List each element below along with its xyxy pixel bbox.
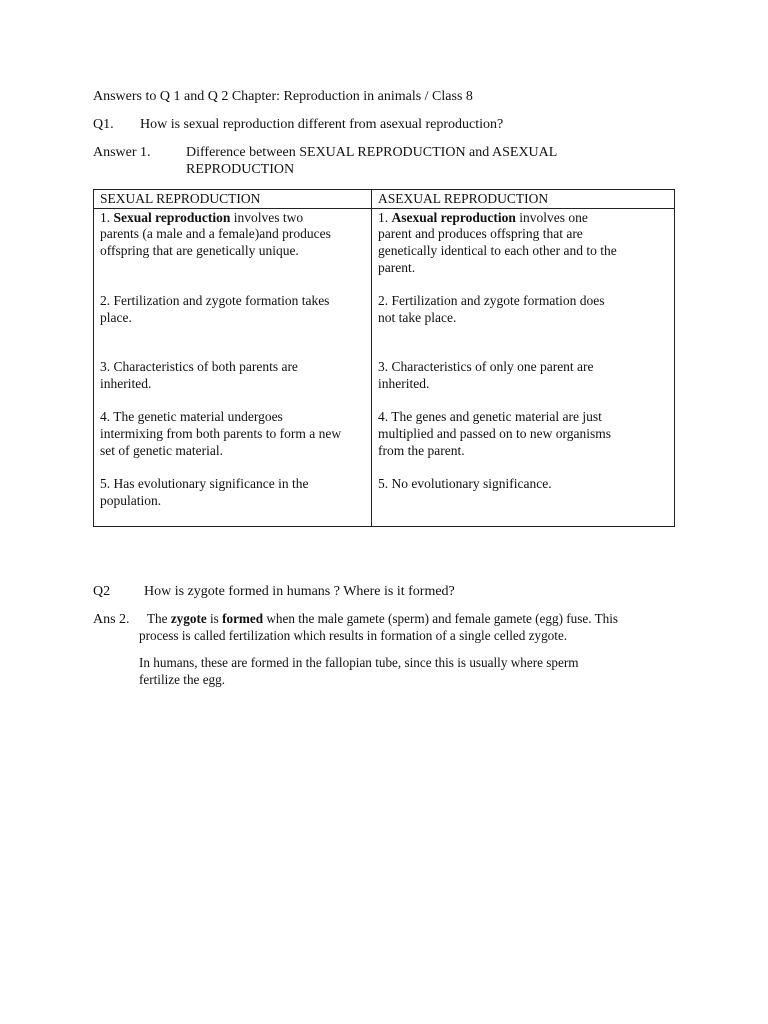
header-sexual: SEXUAL REPRODUCTION [94, 190, 372, 209]
sexual-point-1 [100, 210, 365, 260]
question-1-text: How is sexual reproduction different from asexual reproduction? [140, 117, 504, 132]
document-title: Answers to Q 1 and Q 2 Chapter: Reproduction in animals / Class 8 [93, 89, 473, 104]
question-2-text: How is zygote formed in humans ? Where is it formed? [144, 584, 455, 599]
point-line: inherited. [378, 375, 430, 391]
answer-2-label: Ans 2. [93, 612, 130, 627]
point-number: 1. [378, 209, 389, 225]
sexual-column [94, 208, 372, 526]
point-line: not take place. [378, 309, 457, 325]
point-line: parent. [378, 259, 416, 275]
sexual-point-2 [100, 293, 365, 326]
asexual-point-4 [378, 409, 668, 459]
point-bold-term: Asexual reproduction [391, 209, 516, 225]
answer-2-p1-line2: process is called fertilization which results in formation of a single celled zygote. [139, 628, 568, 643]
point-text: 3. Characteristics of only one parent are [378, 359, 594, 375]
asexual-point-3 [378, 359, 668, 392]
question-2-label: Q2 [93, 584, 111, 599]
answer-2-p2-line1: In humans, these are formed in the fallopian tube, since this is usually where sperm [139, 655, 579, 670]
comparison-table [93, 189, 675, 527]
point-line: from the parent. [378, 442, 465, 458]
point-text: 4. The genes and genetic material are just [378, 409, 602, 425]
answer-1-heading [93, 144, 557, 161]
point-line: genetically identical to each other and to the [378, 243, 617, 259]
answer-1-label: Answer 1. [93, 145, 151, 160]
answer-2-p2-line2: fertilize the egg. [139, 672, 226, 687]
asexual-point-1 [378, 210, 668, 277]
point-text: 2. Fertilization and zygote formation takes [100, 292, 330, 308]
answer-2-p1-line1 [147, 611, 687, 628]
point-line: population. [100, 492, 162, 508]
point-line: inherited. [100, 375, 152, 391]
point-line: parents (a male and a female)and produces [100, 226, 331, 242]
asexual-point-5 [378, 476, 668, 493]
sexual-point-5 [100, 476, 365, 509]
point-line: multiplied and passed on to new organisms [378, 426, 611, 442]
asexual-column [372, 208, 675, 526]
sexual-point-3 [100, 359, 365, 392]
point-text: 5. No evolutionary significance. [378, 476, 552, 492]
point-bold-term: Sexual reproduction [113, 209, 231, 225]
point-text: 4. The genetic material undergoes [100, 409, 283, 425]
point-text: involves one [515, 209, 588, 225]
point-line: parent and produces offspring that are [378, 226, 583, 242]
table-header-row [94, 190, 675, 209]
question-1-label: Q1. [93, 117, 114, 132]
answer-1-line1: Difference between SEXUAL REPRODUCTION and ASEXUAL [186, 145, 558, 160]
answer-bold-term: formed [222, 611, 264, 626]
question-1 [93, 116, 503, 133]
asexual-point-2 [378, 293, 668, 326]
question-2 [93, 583, 455, 600]
answer-text: is [206, 611, 223, 626]
point-line: set of genetic material. [100, 442, 223, 458]
answer-1-line2: REPRODUCTION [186, 162, 295, 177]
point-text: 5. Has evolutionary significance in the [100, 476, 309, 492]
table-body-row [94, 208, 675, 526]
point-line: place. [100, 309, 132, 325]
point-number: 1. [100, 209, 111, 225]
answer-bold-term: zygote [170, 611, 207, 626]
sexual-point-4 [100, 409, 365, 459]
point-text: 2. Fertilization and zygote formation does [378, 292, 605, 308]
point-text: involves two [230, 209, 304, 225]
point-line: intermixing from both parents to form a new [100, 426, 342, 442]
point-line: offspring that are genetically unique. [100, 243, 299, 259]
point-text: 3. Characteristics of both parents are [100, 359, 298, 375]
header-asexual: ASEXUAL REPRODUCTION [372, 190, 675, 209]
answer-text: The [147, 611, 171, 626]
answer-text: when the male gamete (sperm) and female gamete (egg) fuse. This [263, 611, 619, 626]
